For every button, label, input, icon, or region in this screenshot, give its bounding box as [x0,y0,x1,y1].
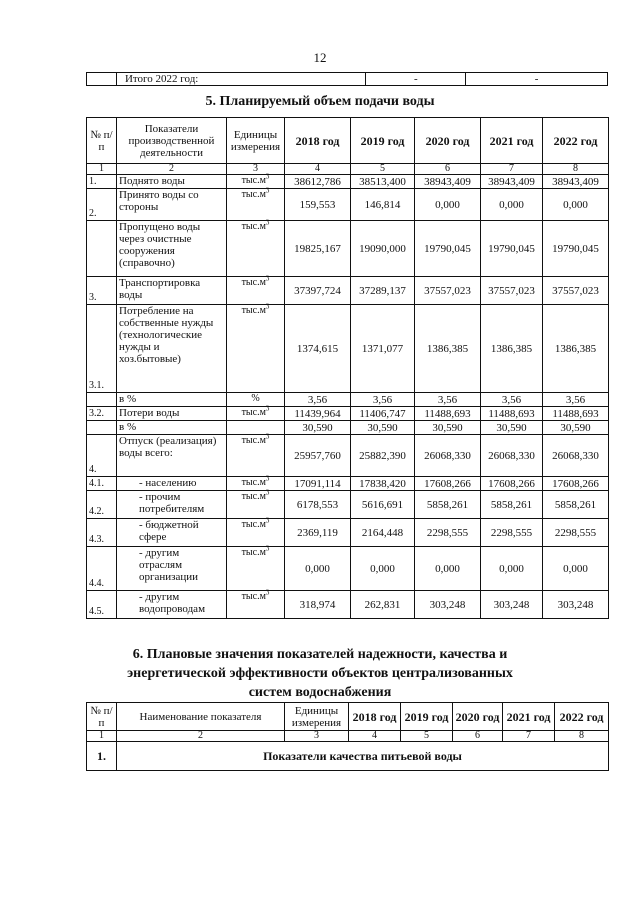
unit-superscript: 3 [265,218,270,227]
value-cell: 25882,390 [351,435,415,477]
water-supply-table [86,117,609,619]
row-number: 4.3. [87,519,117,547]
unit-cell [227,432,285,477]
unit-text: тыс.м [241,277,266,288]
total-label: Итого 2022 год: [116,73,366,86]
value-cell: 19790,045 [415,221,481,277]
value-cell: 1386,385 [481,305,543,393]
value-cell: 30,590 [481,421,543,435]
unit-superscript: 3 [265,588,270,597]
row-number: 3. [87,277,117,305]
indicator-name: Потребление на собственные нужды (технологические нужды и хоз.бытовые) [117,305,227,393]
unit-text: тыс.м [241,407,266,418]
row-number [87,421,117,435]
value-cell: 38612,786 [285,175,351,189]
value-cell: 0,000 [415,547,481,591]
value-cell: 0,000 [481,189,543,221]
table-row [87,221,609,277]
value-cell: 0,000 [481,547,543,591]
value-cell: 5616,691 [351,491,415,519]
section-number: 1. [87,742,117,771]
value-cell: 37557,023 [415,277,481,305]
indicator-name: - другим водопроводам [117,591,227,619]
section-6-title: 6. Плановые значения показателей надежности, качества и энергетической эффективности объектов централизованных систем водоснабжения [127,647,513,700]
col-header-year: 2022 год [543,118,609,164]
unit-cell [227,421,285,435]
unit-superscript: 3 [265,274,270,283]
value-cell: 19790,045 [481,221,543,277]
value-cell: 2164,448 [351,519,415,547]
value-cell: 3,56 [415,393,481,407]
unit-superscript: 3 [265,172,270,181]
col-header-year: 2019 год [401,703,453,731]
value-cell: 5858,261 [481,491,543,519]
row-number [87,393,117,407]
value-cell: 17838,420 [351,477,415,491]
unit-superscript: 3 [265,544,270,553]
value-cell: 2298,555 [415,519,481,547]
col-header-indicator: Показатели производственной деятельности [117,118,227,164]
indicator-name: Транспортировка воды [117,277,227,305]
value-cell: 37289,137 [351,277,415,305]
value-cell: 26068,330 [481,435,543,477]
value-cell: 17608,266 [415,477,481,491]
section-row [87,742,609,771]
value-cell: 3,56 [543,393,609,407]
unit-cell [227,172,285,189]
section-5-title: 5. Планируемый объем подачи воды [205,94,435,109]
unit-cell [227,393,285,407]
table-row [87,547,609,591]
unit-cell [227,544,285,591]
total-value: - [466,73,608,86]
value-cell: 1371,077 [351,305,415,393]
indicator-name: Отпуск (реализация) воды всего: [117,435,227,477]
unit-cell [227,404,285,421]
value-cell: 1374,615 [285,305,351,393]
value-cell: 17608,266 [481,477,543,491]
table-row [87,477,609,491]
table-row [87,435,609,477]
unit-text: тыс.м [241,175,266,186]
value-cell: 19090,000 [351,221,415,277]
row-number: 4.4. [87,547,117,591]
value-cell: 159,553 [285,189,351,221]
value-cell: 6178,553 [285,491,351,519]
value-cell: 38943,409 [543,175,609,189]
indicator-name: - населению [117,477,227,491]
table-row [87,421,609,435]
table-row [87,591,609,619]
table-row [87,189,609,221]
value-cell: 5858,261 [543,491,609,519]
col-header-year: 2019 год [351,118,415,164]
value-cell: 17091,114 [285,477,351,491]
total-value: - [366,73,466,86]
value-cell: 19790,045 [543,221,609,277]
value-cell: 1386,385 [543,305,609,393]
unit-text: тыс.м [241,477,266,488]
unit-superscript: 3 [265,432,270,441]
value-cell: 0,000 [543,547,609,591]
col-header-year: 2020 год [415,118,481,164]
value-cell: 5858,261 [415,491,481,519]
col-header-year: 2018 год [285,118,351,164]
header-row [87,118,609,164]
value-cell: 0,000 [415,189,481,221]
value-cell: 11488,693 [543,407,609,421]
table-row [87,491,609,519]
value-cell: 26068,330 [415,435,481,477]
indicator-name: в % [117,421,227,435]
row-number: 4.1. [87,477,117,491]
value-cell: 2369,119 [285,519,351,547]
value-cell: 38943,409 [415,175,481,189]
indicator-name: Принято воды со стороны [117,189,227,221]
unit-text: тыс.м [241,305,266,316]
value-cell: 37397,724 [285,277,351,305]
indicator-name: в % [117,393,227,407]
col-header-indicator: Наименование показателя [117,703,285,731]
value-cell: 3,56 [285,393,351,407]
value-cell: 1386,385 [415,305,481,393]
col-header-no: № п/п [87,118,117,164]
value-cell: 303,248 [481,591,543,619]
table-row [87,277,609,305]
row-number: 3.2. [87,407,117,421]
value-cell: 37557,023 [481,277,543,305]
table-row [87,519,609,547]
value-cell: 11406,747 [351,407,415,421]
previous-table-tail [86,72,608,86]
unit-text: тыс.м [241,189,266,200]
row-number: 4. [87,435,117,477]
row-number: 3.1. [87,305,117,393]
value-cell: 17608,266 [543,477,609,491]
col-header-unit: Единицы измерения [285,703,349,731]
indicator-name: Поднято воды [117,175,227,189]
col-header-no: № п/п [87,703,117,731]
value-cell: 30,590 [543,421,609,435]
unit-text: тыс.м [241,435,266,446]
value-cell: 25957,760 [285,435,351,477]
unit-text: тыс.м [241,491,266,502]
indicator-name: Пропущено воды через очистные сооружения (справочно) [117,221,227,277]
unit-cell [227,302,285,393]
value-cell: 2298,555 [543,519,609,547]
page-number: 12 [313,50,327,65]
value-cell: 303,248 [543,591,609,619]
table-row [87,407,609,421]
section-label: Показатели качества питьевой воды [117,742,609,771]
unit-superscript: 3 [265,516,270,525]
value-cell: 2298,555 [481,519,543,547]
col-header-unit: Единицы измерения [227,118,285,164]
table-row [87,393,609,407]
value-cell: 30,590 [285,421,351,435]
col-header-year: 2022 год [555,703,609,731]
value-cell: 318,974 [285,591,351,619]
unit-cell [227,488,285,519]
table-row [87,175,609,189]
value-cell: 262,831 [351,591,415,619]
unit-text: тыс.м [241,221,266,232]
value-cell: 19825,167 [285,221,351,277]
value-cell: 11488,693 [481,407,543,421]
value-cell: 146,814 [351,189,415,221]
unit-superscript: 3 [265,488,270,497]
indicator-name: - бюджетной сфере [117,519,227,547]
value-cell: 303,248 [415,591,481,619]
value-cell: 30,590 [351,421,415,435]
unit-cell [227,588,285,619]
index-row: 1 2 3 4 5 6 7 8 [87,164,609,175]
unit-text: тыс.м [241,591,266,602]
row-number: 1. [87,175,117,189]
value-cell: 3,56 [481,393,543,407]
value-cell: 38513,400 [351,175,415,189]
row-number: 4.5. [87,591,117,619]
indicator-name: - другим отраслям организации [117,547,227,591]
value-cell: 3,56 [351,393,415,407]
table-row [87,305,609,393]
reliability-indicators-table [86,702,609,771]
unit-cell [227,474,285,491]
unit-superscript: 3 [265,474,270,483]
unit-superscript: 3 [265,302,270,311]
unit-text: тыс.м [241,547,266,558]
col-header-year: 2018 год [349,703,401,731]
value-cell: 26068,330 [543,435,609,477]
value-cell: 11439,964 [285,407,351,421]
unit-cell [227,218,285,277]
value-cell: 37557,023 [543,277,609,305]
value-cell: 0,000 [285,547,351,591]
col-header-year: 2021 год [481,118,543,164]
row-number: 2. [87,189,117,221]
row-number: 4.2. [87,491,117,519]
unit-cell [227,186,285,221]
unit-cell [227,516,285,547]
unit-cell [227,274,285,305]
index-row: 1 2 3 4 5 6 7 8 [87,731,609,742]
row-number [87,221,117,277]
value-cell: 30,590 [415,421,481,435]
value-cell: 11488,693 [415,407,481,421]
value-cell: 0,000 [351,547,415,591]
table-row [87,73,608,86]
col-header-year: 2020 год [453,703,503,731]
indicator-name: - прочим потребителям [117,491,227,519]
unit-superscript: 3 [265,186,270,195]
value-cell: 38943,409 [481,175,543,189]
value-cell: 0,000 [543,189,609,221]
indicator-name: Потери воды [117,407,227,421]
col-header-year: 2021 год [503,703,555,731]
header-row [87,703,609,731]
unit-text: % [251,393,260,404]
unit-superscript: 3 [265,404,270,413]
unit-text: тыс.м [241,519,266,530]
